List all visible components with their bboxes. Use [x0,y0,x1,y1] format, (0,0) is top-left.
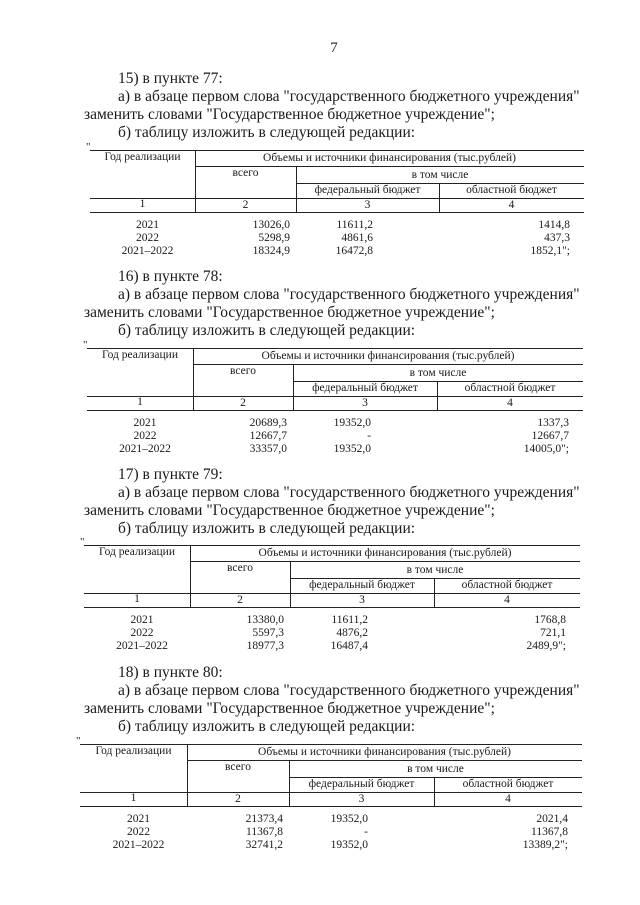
cell-federal: 19352,0 [333,443,371,455]
financing-table [80,536,580,658]
cell-year: 2021 [127,813,150,825]
numbering-bottom-border [90,212,584,213]
financing-table [76,735,582,857]
column-number-3: 3 [359,594,365,606]
header-total: всего [230,365,256,377]
header-regional: областной бюджет [464,382,556,394]
header-volumes: Объемы и источники финансирования (тыс.рублей) [263,152,516,164]
header-regional: областной бюджет [462,778,554,790]
column-number-3: 3 [362,397,368,409]
cell-federal: 19352,0 [330,839,368,851]
amendment-line-a: а) в абзаце первом слова "государственного бюджетного учреждения" [118,682,580,699]
header-volumes: Объемы и источники финансирования (тыс.рублей) [261,350,515,362]
header-total: всего [232,167,259,179]
cell-federal: - [364,826,368,838]
column-number-4: 4 [505,793,511,805]
amendment-line-b: заменить словами "Государственное бюджетное учреждение"; [84,106,495,123]
numbering-bottom-border [84,607,580,608]
cell-regional: 12667,7 [531,430,569,442]
opening-quote: " [76,735,81,747]
column-number-1: 1 [134,593,140,605]
amendment-line-b: заменить словами "Государственное бюджетное учреждение"; [84,304,495,321]
cell-total: 20689,3 [249,417,287,429]
column-number-4: 4 [508,199,515,211]
point-heading: 16) в пункте 78: [118,268,223,285]
column-number-3: 3 [364,199,371,211]
header-including: в том числе [406,564,464,576]
cell-total: 11367,8 [246,826,283,838]
table-row [87,417,583,430]
amendment-line-b: заменить словами "Государственное бюджетное учреждение"; [84,700,495,717]
amendment-line-a: а) в абзаце первом слова "государственного бюджетного учреждения" [118,286,580,303]
amendment-line-b: заменить словами "Государственное бюджетное учреждение"; [84,502,495,519]
cell-federal: 19352,0 [330,813,368,825]
financing-table [83,339,583,461]
amendment-line-c: б) таблицу изложить в следующей редакции: [118,718,416,735]
cell-regional: 11367,8 [531,826,568,838]
table-row [90,219,584,232]
amendment-line-c: б) таблицу изложить в следующей редакции: [118,520,416,537]
cell-total: 21373,4 [245,813,283,825]
header-federal: федеральный бюджет [312,382,418,394]
opening-quote: " [83,339,88,351]
column-number-3: 3 [358,793,365,805]
column-number-1: 1 [139,198,146,210]
header-volumes: Объемы и источники финансирования (тыс.рублей) [258,746,511,758]
numbering-bottom-border [87,410,583,411]
cell-total: 32741,2 [245,839,283,851]
cell-total: 12667,7 [249,430,287,442]
table-row [90,245,584,258]
cell-regional: 2489,9"; [526,640,566,652]
cell-year: 2021–2022 [119,443,171,455]
cell-total: 18977,3 [246,640,284,652]
cell-regional: 2021,4 [536,813,568,825]
cell-total: 5597,3 [252,627,284,639]
point-heading: 17) в пункте 79: [118,466,223,483]
point-heading: 15) в пункте 77: [118,70,223,87]
opening-quote: " [86,141,91,153]
cell-federal: 16472,8 [335,245,373,257]
header-federal: федеральный бюджет [314,184,421,196]
numbering-bottom-border [80,806,582,807]
header-total: всего [225,761,251,773]
cell-year: 2021 [133,417,157,429]
table-row [90,232,584,245]
column-number-1: 1 [130,792,137,804]
cell-year: 2022 [133,430,157,442]
header-including: в том числе [409,367,467,379]
opening-quote: " [80,536,85,548]
header-federal: федеральный бюджет [308,778,415,790]
table-row [84,627,580,640]
column-number-2: 2 [240,397,246,409]
header-year: Год реализации [99,546,175,558]
cell-federal: 16487,4 [330,640,368,652]
cell-regional: 1337,3 [537,417,569,429]
cell-regional: 721,1 [540,627,566,639]
cell-regional: 13389,2"; [522,839,568,851]
header-year: Год реализации [102,349,178,361]
cell-year: 2021 [130,614,154,626]
column-number-2: 2 [242,199,249,211]
cell-federal: - [367,430,371,442]
table-row [87,430,583,443]
amendment-line-a: а) в абзаце первом слова "государственного бюджетного учреждения" [118,88,580,105]
column-number-4: 4 [507,397,513,409]
cell-federal: 11611,2 [331,614,368,626]
point-heading: 18) в пункте 80: [118,664,223,681]
cell-total: 33357,0 [249,443,287,455]
cell-year: 2021 [136,219,159,231]
cell-regional: 1768,8 [534,614,566,626]
table-row [84,614,580,627]
cell-year: 2022 [130,627,154,639]
page-number: 7 [330,40,338,56]
column-number-1: 1 [137,396,143,408]
table-row [80,839,582,852]
header-total: всего [227,562,253,574]
cell-year: 2021–2022 [116,640,168,652]
header-volumes: Объемы и источники финансирования (тыс.рублей) [258,547,512,559]
financing-table [86,141,584,263]
column-number-2: 2 [235,793,241,805]
cell-total: 13380,0 [246,614,284,626]
cell-year: 2021–2022 [112,839,165,851]
amendment-line-a: а) в абзаце первом слова "государственного бюджетного учреждения" [118,484,580,501]
table-row [84,640,580,653]
header-regional: областной бюджет [461,579,553,591]
table-row [87,443,583,456]
header-year: Год реализации [95,745,172,757]
column-number-2: 2 [237,594,243,606]
cell-regional: 1852,1"; [530,245,570,257]
header-regional: областной бюджет [466,184,557,196]
cell-total: 13026,0 [252,219,290,231]
header-including: в том числе [407,763,464,775]
header-year: Год реализации [104,151,181,163]
cell-year: 2022 [136,232,159,244]
amendment-line-c: б) таблицу изложить в следующей редакции: [118,322,416,339]
cell-year: 2022 [127,826,150,838]
cell-federal: 4876,2 [336,627,368,639]
cell-regional: 14005,0"; [523,443,569,455]
cell-regional: 1414,8 [538,219,570,231]
table-row [80,813,582,826]
cell-regional: 437,3 [544,232,570,244]
cell-year: 2021–2022 [121,245,174,257]
header-federal: федеральный бюджет [309,579,415,591]
cell-federal: 4861,6 [341,232,373,244]
cell-total: 18324,9 [252,245,290,257]
cell-total: 5298,9 [258,232,290,244]
cell-federal: 19352,0 [333,417,371,429]
table-row [80,826,582,839]
header-including: в том числе [411,169,469,181]
cell-federal: 11611,2 [336,219,373,231]
column-number-4: 4 [504,594,510,606]
amendment-line-c: б) таблицу изложить в следующей редакции: [118,124,416,141]
